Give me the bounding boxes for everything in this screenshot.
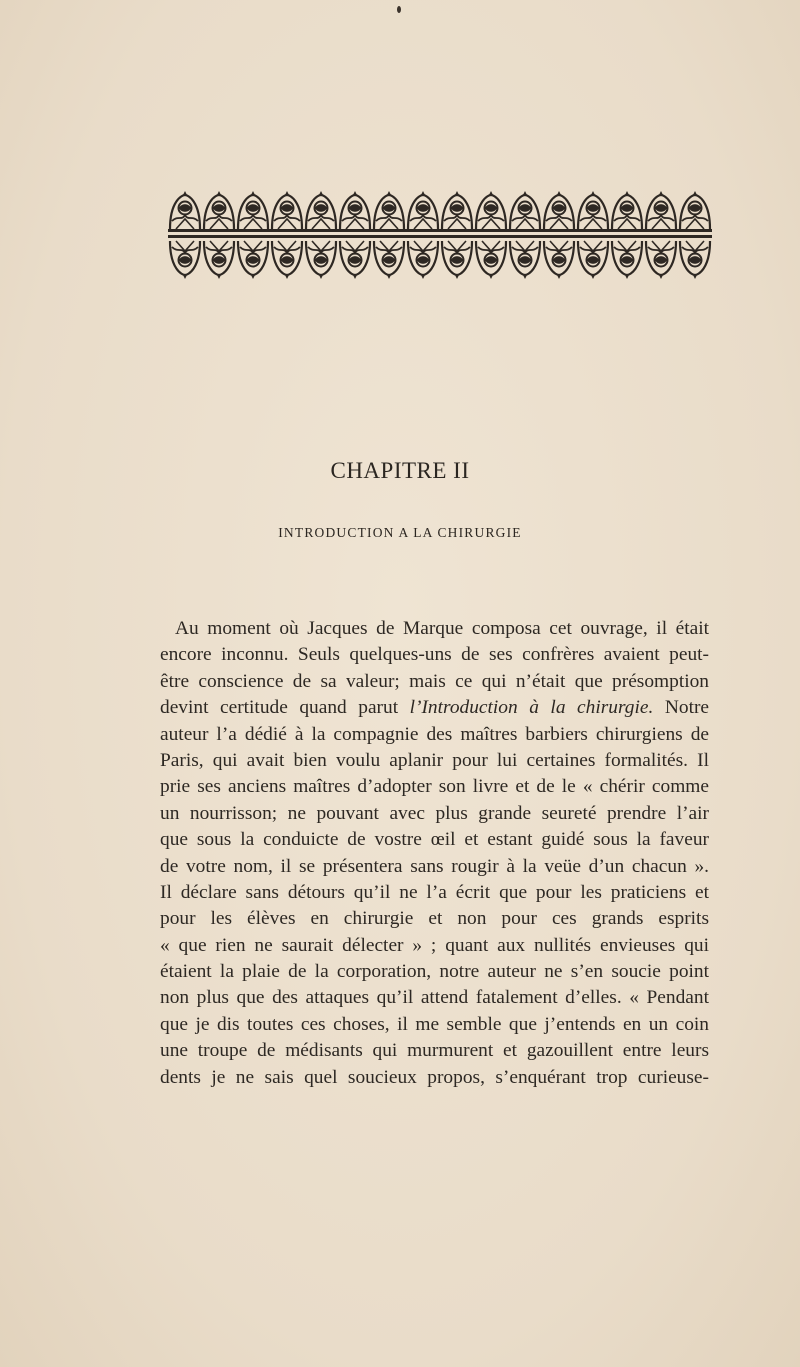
body-line: une troupe de médisants qui murmurent et gazouillent entre leurs <box>160 1040 709 1062</box>
body-line: Il déclare sans détours qu’il ne l’a écrit que pour les praticiens et <box>160 881 709 903</box>
section-title: INTRODUCTION A LA CHIRURGIE <box>278 525 522 540</box>
body-paragraph <box>160 616 709 1091</box>
ink-speck <box>397 6 401 13</box>
body-line: Paris, qui avait bien voulu aplanir pour lui certaines formalités. Il <box>160 749 709 771</box>
body-line: de votre nom, il se présentera sans rougir à la veüe d’un chacun ». <box>160 855 709 877</box>
body-line-text: Notre <box>653 697 710 719</box>
body-line: que sous la conduicte de vostre œil et estant guidé sous la faveur <box>160 829 709 851</box>
body-line <box>160 695 709 721</box>
body-line: être conscience de sa valeur; mais ce qui n’était que présomption <box>160 670 709 692</box>
fleuron-band-ornament <box>168 188 712 282</box>
body-line: un nourrisson; ne pouvant avec plus grande seureté prendre l’air <box>160 802 709 824</box>
body-line: Au moment où Jacques de Marque composa cet ouvrage, il était <box>175 618 709 639</box>
body-line-text: devint certitude quand parut <box>160 697 410 719</box>
body-line: non plus que des attaques qu’il attend fatalement d’elles. « Pendant <box>160 987 709 1009</box>
body-line: dents je ne sais quel soucieux propos, s’enquérant trop curieuse- <box>160 1066 709 1088</box>
body-line: étaient la plaie de la corporation, notre auteur ne s’en soucie point <box>160 961 709 983</box>
book-title-italic: l’Introduction à la chirurgie. <box>409 697 654 719</box>
body-line: auteur l’a dédié à la compagnie des maîtres barbiers chirurgiens de <box>160 723 709 745</box>
body-line: pour les élèves en chirurgie et non pour ces grands esprits <box>160 908 709 930</box>
body-line: que je dis toutes ces choses, il me semble que j’entends en un coin <box>160 1013 709 1035</box>
body-line: encore inconnu. Seuls quelques-uns de ses confrères avaient peut- <box>160 644 709 666</box>
body-line: prie ses anciens maîtres d’adopter son livre et de le « chérir comme <box>160 776 709 798</box>
chapter-title: CHAPITRE II <box>330 458 470 483</box>
body-line: « que rien ne saurait délecter » ; quant aux nullités envieuses qui <box>160 934 709 956</box>
